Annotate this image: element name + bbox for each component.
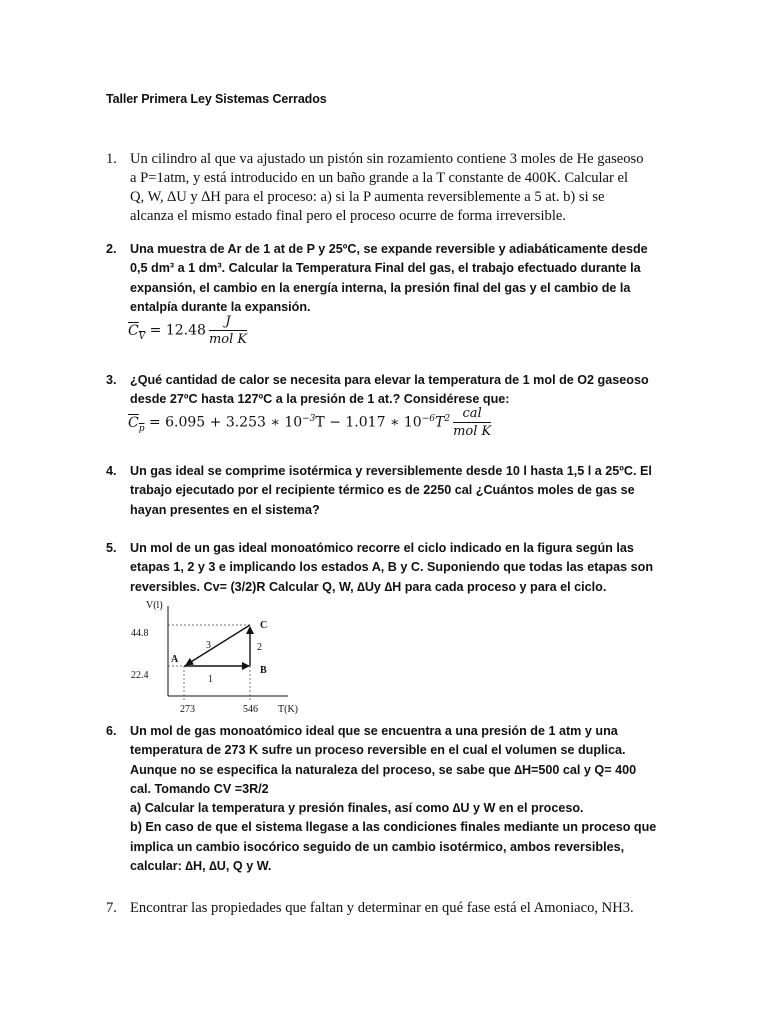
formula-fraction (209, 314, 247, 347)
step-arrow (186, 625, 250, 665)
formula-subscript: p (138, 423, 145, 434)
y-tick-label: 44.8 (131, 628, 149, 639)
formula-cv (128, 314, 247, 347)
problem-text (130, 462, 670, 520)
text-line: ¿Qué cantidad de calor se necesita para elevar la temperatura de 1 mol de O2 gaseoso (130, 373, 649, 387)
problem-number: 2. (106, 242, 117, 256)
problem-text (130, 150, 670, 226)
formula-value: = 12.48 (145, 322, 206, 339)
formula-cp (128, 406, 491, 439)
text-line: trabajo ejecutado por el recipiente térmico es de 2250 cal ¿Cuántos moles de gas se (130, 483, 635, 498)
problem-number: 5. (106, 541, 117, 555)
text-line: temperatura de 273 K sufre un proceso reversible en el cual el volumen se duplica. (130, 743, 626, 758)
text-line: cal. Tomando CV =3R/2 (130, 781, 269, 796)
text-line: implica un cambio isocórico seguido de un cambio isotérmico, ambos reversibles, (130, 839, 625, 854)
formula-term: = 6.095 + 3.253 ∗ 10 (144, 414, 303, 431)
formula-exponent: −3 (302, 413, 316, 424)
text-line: a P=1atm, y está introducido en un baño grande a la T constante de 400K. Calcular el (130, 170, 629, 186)
text-line: reversibles. Cv= (3/2)R Calcular Q, W, ∆Uy ∆H para cada proceso y para el ciclo. (130, 579, 607, 594)
y-axis-label: V(l) (146, 600, 163, 611)
text-line: expansión, el cambio en la energía interna, la presión final del gas y el cambio de la (130, 280, 631, 295)
text-line: Una muestra de Ar de 1 at de P y 25ºC, se expande reversible y adiabáticamente desde (130, 242, 648, 256)
x-tick-label: 546 (243, 704, 258, 715)
formula-fraction (453, 406, 491, 439)
text-line: Q, W, ∆U y ∆H para el proceso: a) si la P aumenta reversiblemente a 5 at. b) si se (130, 189, 605, 205)
step-label: 3 (206, 640, 211, 651)
text-line: Aunque no se especifica la naturaleza del proceso, se sabe que ∆H=500 cal y Q= 400 (130, 762, 637, 777)
state-label: C (260, 620, 268, 631)
problem-text (130, 539, 670, 597)
fraction-numerator: J (209, 314, 247, 331)
problem-number: 3. (106, 373, 117, 387)
text-line: b) En caso de que el sistema llegase a las condiciones finales mediante un proceso que (130, 820, 657, 835)
problem-text (130, 722, 670, 876)
document-title: Taller Primera Ley Sistemas Cerrados (106, 92, 327, 106)
text-line: calcular: ∆H, ∆U, Q y W. (130, 859, 272, 874)
fraction-denominator: mol K (453, 424, 492, 439)
problem-number: 4. (106, 464, 117, 478)
formula-exponent: 2 (444, 413, 451, 424)
text-line: Un cilindro al que va ajustado un pistón sin rozamiento contiene 3 moles de He gaseoso (130, 151, 644, 167)
formula-subscript: V (138, 331, 146, 342)
x-tick-label: 273 (180, 704, 195, 715)
problem-text (130, 371, 670, 410)
problem-text (130, 240, 670, 317)
formula-exponent: −6 (421, 413, 435, 424)
formula-symbol: C (128, 322, 139, 339)
problem-text (130, 899, 670, 918)
text-line: desde 27ºC hasta 127ºC a la presión de 1 at.? Considérese que: (130, 392, 510, 407)
cycle-diagram (126, 598, 326, 716)
text-line: etapas 1, 2 y 3 e implicando los estados A, B y C. Suponiendo que todas las etapas son (130, 560, 654, 575)
text-line: Un mol de un gas ideal monoatómico recorre el ciclo indicado en la figura según las (130, 541, 634, 555)
y-tick-label: 22.4 (131, 670, 149, 681)
state-label: A (171, 654, 179, 665)
text-line: Un gas ideal se comprime isotérmica y reversiblemente desde 10 l hasta 1,5 l a 25ºC. El (130, 464, 652, 478)
problem-number: 6. (106, 724, 117, 738)
text-line: a) Calcular la temperatura y presión finales, así como ∆U y W en el proceso. (130, 801, 584, 816)
problem-number: 7. (106, 900, 117, 916)
text-line: Un mol de gas monoatómico ideal que se encuentra a una presión de 1 atm y una (130, 724, 618, 738)
step-label: 1 (208, 674, 213, 685)
state-label: B (260, 665, 267, 676)
text-line: hayan presentes en el sistema? (130, 502, 320, 517)
text-line: 0,5 dm³ a 1 dm³. Calcular la Temperatura Final del gas, el trabajo efectuado durante la (130, 261, 641, 276)
text-line: Encontrar las propiedades que faltan y determinar en qué fase está el Amoniaco, NH3. (130, 900, 634, 916)
fraction-denominator: mol K (208, 332, 248, 347)
text-line: entalpía durante la expansión. (130, 299, 311, 314)
formula-symbol: C (128, 414, 139, 431)
formula-term: T (434, 414, 445, 431)
x-axis-label: T(K) (278, 704, 298, 715)
fraction-numerator: cal (453, 406, 491, 423)
formula-term: T − 1.017 ∗ 10 (315, 414, 422, 431)
problem-number: 1. (106, 151, 117, 167)
step-label: 2 (257, 642, 262, 653)
text-line: alcanza el mismo estado final pero el proceso ocurre de forma irreversible. (130, 208, 566, 224)
